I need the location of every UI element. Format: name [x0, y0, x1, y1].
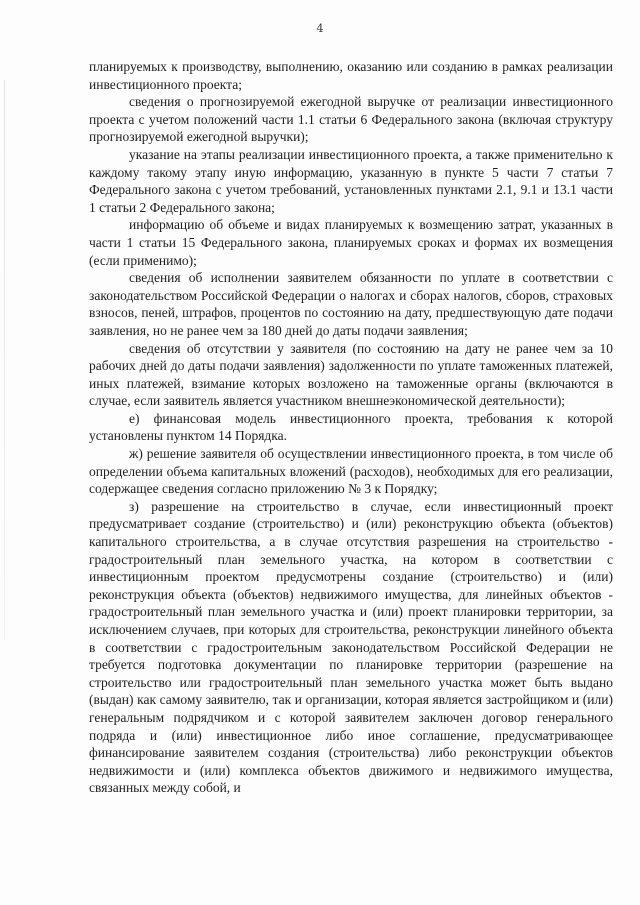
document-body: [89, 58, 613, 797]
paragraph-revenue-forecast: сведения о прогнозируемой ежегодной выручке от реализации инвестиционного проекта с учетом положений части 1.1 статьи 6 Федерального закона (включая структуру прогнозируемой ежегодной выручки);: [89, 94, 613, 145]
scan-margin-line: [4, 80, 5, 640]
paragraph-construction-permit: з) разрешение на строительство в случае, если инвестиционный проект предусматривает создание (строительство) и (или) реконструкцию объекта (объектов) капитального строительства, а в случае отсутствия разрешения на строительство - градостроительный план земельного участка, на котором в соответствии с инвестиционным проектом предусмотрены создание (строительство) и (или) реконструкция объекта (объектов) недвижимого имущества, для линейных объектов - градостроительный план земельного участка и (или) проект планировки территории, за исключением случаев, при которых для строительства, реконструкции линейного объекта в соответствии с градостроительным законодательством Российской Федерации не требуется подготовка документации по планировке территории (разрешение на строительство или градостроительный план земельного участка может быть выдано (выдан) как самому заявителю, так и организации, которая является застройщиком и (или) генеральным подрядчиком и с которой заявителем заключен договор генерального подряда и (или) инвестиционное либо иное соглашение, предусматривающее финансирование заявителем создания (строительства) либо реконструкции объектов недвижимости и (или) комплекса объектов движимого и недвижимого имущества, связанных между собой, и: [89, 498, 613, 796]
paragraph-cost-reimbursement: информацию об объеме и видах планируемых к возмещению затрат, указанных в части 1 статьи 15 Федерального закона, планируемых сроках и формах их возмещения (если применимо);: [89, 217, 613, 268]
paragraph-financial-model: е) финансовая модель инвестиционного проекта, требования к которой установлены пунктом 14 Порядка.: [89, 410, 613, 444]
page-number: 4: [316, 22, 324, 35]
paragraph-customs-debt: сведения об отсутствии у заявителя (по состоянию на дату не ранее чем за 10 рабочих дней до даты подачи заявления) задолженности по уплате таможенных платежей, иных платежей, взимание которых возложено на таможенные органы (включаются в случае, если заявитель является участником внешнеэкономической деятельности);: [89, 340, 613, 409]
paragraph-investment-decision: ж) решение заявителя об осуществлении инвестиционного проекта, в том числе об определении объема капитальных вложений (расходов), необходимых для его реализации, содержащее сведения согласно приложению № 3 к Порядку;: [89, 446, 613, 497]
paragraph-tax-obligations: сведения об исполнении заявителем обязанности по уплате в соответствии с законодательством Российской Федерации о налогах и сборах налогов, сборов, страховых взносов, пеней, штрафов, процентов по состоянию на дату, предшествующую дате подачи заявления, но не ранее чем за 180 дней до даты подачи заявления;: [89, 270, 613, 338]
paragraph-continuation: планируемых к производству, выполнению, оказанию или созданию в рамках реализации инвестиционного проекта;: [89, 59, 613, 92]
paragraph-project-stages: указание на этапы реализации инвестиционного проекта, а также применительно к каждому такому этапу иную информацию, указанную в пункте 5 части 7 статьи 7 Федерального закона с учетом требований, установленных пунктами 2.1, 9.1 и 13.1 части 1 статьи 2 Федерального закона;: [89, 146, 613, 215]
